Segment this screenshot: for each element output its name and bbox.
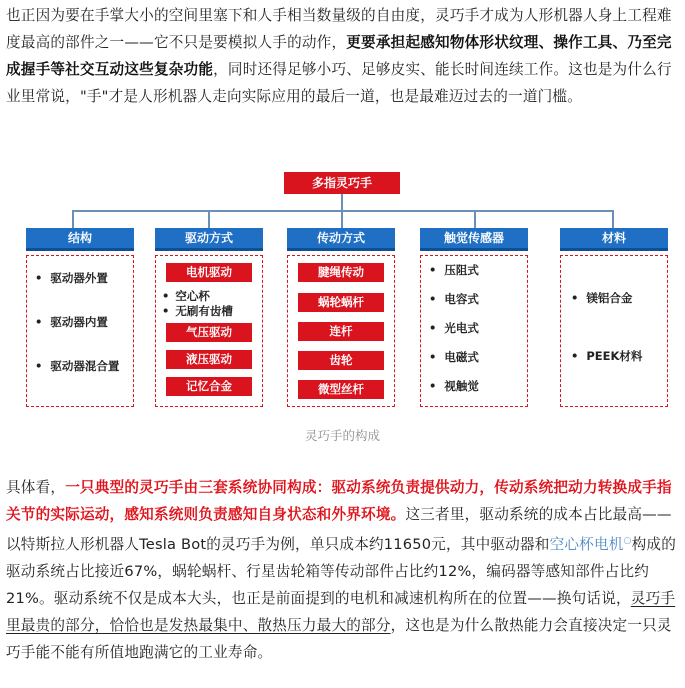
tactile-item: • 视触觉 (429, 378, 479, 394)
category-drive-box (155, 255, 263, 407)
detail-underlined-text: 灵巧手里最贵的部分，恰恰也是发热最集中、散热压力最大的部分 (6, 589, 676, 634)
dexterous-hand-diagram (0, 162, 685, 424)
tactile-item: • 电磁式 (429, 349, 479, 365)
category-structure-header: 结构 (26, 228, 134, 248)
search-icon[interactable]: ○ (623, 536, 632, 546)
transmission-pill: 微型丝杆 (298, 380, 384, 399)
category-drive-header: 驱动方式 (155, 228, 263, 248)
connector-line (72, 210, 613, 212)
category-material-box (560, 255, 668, 407)
diagram-root-node: 多指灵巧手 (284, 172, 400, 194)
coreless-motor-link[interactable]: 空心杯电机 (549, 535, 624, 553)
structure-item: • 驱动器外置 (35, 270, 108, 286)
category-tactile-box (420, 255, 528, 407)
drive-sub-item: • 无刷有齿槽 (162, 303, 233, 319)
connector-line (341, 210, 343, 228)
drive-pill: 记忆合金 (166, 377, 252, 396)
intro-text-1: 也正因为要在手掌大小的空间里塞下和人手相当数量级的自由度，灵巧手才成为人形机器人身上工程难度最高的部件之一——它不只是要模拟人手的动作， (6, 7, 672, 51)
transmission-pill: 蜗轮蜗杆 (298, 293, 384, 312)
tactile-item: • 电容式 (429, 291, 479, 307)
material-item: • PEEK材料 (571, 348, 642, 364)
transmission-pill: 齿轮 (298, 351, 384, 370)
category-transmission-box (287, 255, 395, 407)
tactile-item: • 压阻式 (429, 262, 479, 278)
drive-pill: 气压驱动 (166, 323, 252, 342)
drive-sub-item: • 空心杯 (162, 288, 210, 304)
connector-line (474, 210, 476, 228)
category-structure-box (26, 255, 134, 407)
detail-red-text: 一只典型的灵巧手由三套系统协同构成：驱动系统负责提供动力，传动系统把动力转换成手指关节的实际运动，感知系统则负责感知自身状态和外界环境。 (6, 479, 672, 523)
connector-line (341, 194, 343, 210)
transmission-pill: 腱绳传动 (298, 263, 384, 282)
intro-bold-text: 更要承担起感知物体形状纹理、操作工具、乃至完成握手等社交互动这些复杂功能 (6, 34, 672, 78)
detail-text-4: ，这也是为什么散热能力会直接决定一只灵巧手能不能有所值地跑满它的工业寿命。 (6, 616, 672, 661)
material-item: • 镁铝合金 (571, 290, 632, 306)
connector-line (72, 210, 74, 228)
drive-pill: 液压驱动 (166, 350, 252, 369)
intro-paragraph (6, 2, 679, 110)
category-tactile-header: 触觉传感器 (420, 228, 528, 248)
detail-text-2: 这三者里，驱动系统的成本占比最高——以特斯拉人形机器人Tesla Bot的灵巧手为例，单只成本约11650元，其中驱动器和 (6, 506, 672, 553)
connector-line (612, 210, 614, 228)
category-transmission-header: 传动方式 (287, 228, 395, 248)
detail-paragraph (6, 474, 679, 666)
connector-line (208, 210, 210, 228)
structure-item: • 驱动器内置 (35, 314, 108, 330)
intro-text-2: ，同时还得足够小巧、足够皮实、能长时间连续工作。这也是为什么行业里常说，"手"才是人形机器人走向实际应用的最后一道，也是最难迈过去的一道门槛。 (6, 61, 672, 105)
drive-pill: 电机驱动 (166, 263, 252, 282)
detail-text-3: 构成的驱动系统占比接近67%，蜗轮蜗杆、行星齿轮箱等传动部件占比约12%，编码器等感知部件占比约21%。驱动系统不仅是成本大头，也正是前面提到的电机和减速机构所在的位置——换句话说， (6, 535, 676, 607)
structure-item: • 驱动器混合置 (35, 358, 119, 374)
transmission-pill: 连杆 (298, 322, 384, 341)
figure-caption: 灵巧手的构成 (304, 428, 380, 443)
tactile-item: • 光电式 (429, 320, 479, 336)
detail-text-1: 具体看， (6, 479, 66, 496)
category-material-header: 材料 (560, 228, 668, 248)
